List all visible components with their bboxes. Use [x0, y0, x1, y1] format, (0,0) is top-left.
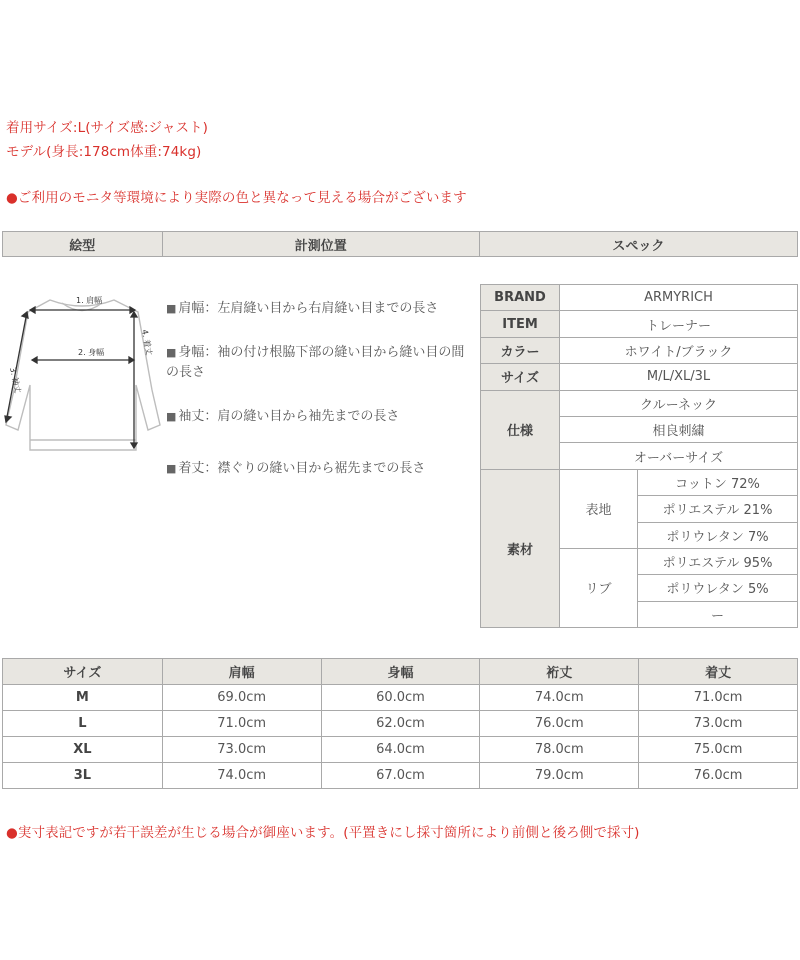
- spec-table: [480, 284, 798, 628]
- desc-sleeve-text: 袖丈：肩の縫い目から袖先までの長さ: [178, 409, 400, 424]
- size-cell: 71.0cm: [162, 711, 321, 737]
- spec-key-color: カラー: [481, 337, 560, 363]
- garment-diagram: [2, 290, 162, 465]
- table-row: [3, 737, 798, 763]
- model-note: モデル(身長:178cm体重:74kg): [6, 144, 202, 160]
- sweatshirt-illustration: [2, 290, 162, 465]
- size-cell: 71.0cm: [639, 685, 798, 711]
- bullet-square: ■: [166, 346, 177, 359]
- bullet-square: ■: [166, 410, 177, 423]
- diagram-label-body: 2. 身幅: [78, 348, 105, 357]
- size-cell: 60.0cm: [321, 685, 480, 711]
- desc-shoulder: [166, 299, 471, 319]
- spec-key-item: ITEM: [481, 311, 560, 337]
- spec-material-outer-item: コットン 72%: [638, 469, 798, 495]
- size-cell: 64.0cm: [321, 737, 480, 763]
- spec-key-size: サイズ: [481, 364, 560, 390]
- spec-material-outer-item: ポリエステル 21%: [638, 496, 798, 522]
- spec-val-feature: 相良刺繍: [560, 416, 798, 442]
- spec-material-rib-item: ポリエステル 95%: [638, 548, 798, 574]
- table-row: [3, 685, 798, 711]
- header-measurement: 計測位置: [163, 232, 480, 256]
- spec-key-brand: BRAND: [481, 285, 560, 311]
- size-row-label: L: [3, 711, 163, 737]
- size-cell: 76.0cm: [639, 763, 798, 789]
- size-cell: 75.0cm: [639, 737, 798, 763]
- desc-sleeve: [166, 407, 471, 427]
- size-cell: 73.0cm: [162, 737, 321, 763]
- spec-val-size: M/L/XL/3L: [560, 364, 798, 390]
- spec-material-rib-item: ー: [638, 601, 798, 627]
- size-cell: 74.0cm: [162, 763, 321, 789]
- size-table: [2, 658, 798, 789]
- size-cell: 76.0cm: [480, 711, 639, 737]
- size-row-label: XL: [3, 737, 163, 763]
- size-row-label: M: [3, 685, 163, 711]
- spec-key-features: 仕様: [481, 390, 560, 469]
- size-cell: 78.0cm: [480, 737, 639, 763]
- size-header-size: サイズ: [3, 659, 163, 685]
- size-cell: 62.0cm: [321, 711, 480, 737]
- diagram-label-shoulder: 1. 肩幅: [76, 296, 103, 305]
- table-row: [3, 763, 798, 789]
- size-cell: 79.0cm: [480, 763, 639, 789]
- size-cell: 74.0cm: [480, 685, 639, 711]
- section-header: [2, 231, 798, 257]
- size-table-header: [3, 659, 798, 685]
- spec-key-material: 素材: [481, 469, 560, 627]
- size-header-shoulder: 肩幅: [162, 659, 321, 685]
- diagram-label-length: 4. 着丈: [140, 328, 154, 357]
- spec-val-feature: オーバーサイズ: [560, 443, 798, 469]
- spec-val-item: トレーナー: [560, 311, 798, 337]
- spec-val-brand: ARMYRICH: [560, 285, 798, 311]
- header-spec: スペック: [612, 238, 665, 254]
- desc-body-width-text: 身幅：袖の付け根脇下部の縫い目から縫い目の間の長さ: [166, 345, 465, 380]
- bullet-square: ■: [166, 462, 177, 475]
- desc-length-text: 着丈：襟ぐりの縫い目から裾先までの長さ: [178, 461, 426, 476]
- spec-material-outer-item: ポリウレタン 7%: [638, 522, 798, 548]
- desc-length: [166, 459, 471, 479]
- header-illustration: 絵型: [3, 232, 163, 256]
- spec-material-rib-label: リブ: [560, 548, 638, 627]
- size-row-label: 3L: [3, 763, 163, 789]
- size-header-yuki: 裄丈: [480, 659, 639, 685]
- color-warning-note: ●ご利用のモニタ等環境により実際の色と異なって見える場合がございます: [6, 190, 467, 206]
- size-cell: 73.0cm: [639, 711, 798, 737]
- diagram-label-sleeve: 3. 袖丈: [8, 366, 23, 395]
- table-row: [3, 711, 798, 737]
- wear-size-note: 着用サイズ:L(サイズ感:ジャスト): [6, 120, 209, 136]
- measure-warning-note: ●実寸表記ですが若干誤差が生じる場合が御座います。(平置きにし採寸箇所により前側と後ろ側で採寸): [6, 825, 640, 841]
- spec-material-rib-item: ポリウレタン 5%: [638, 575, 798, 601]
- desc-body-width: [166, 343, 471, 383]
- size-cell: 67.0cm: [321, 763, 480, 789]
- bullet-square: ■: [166, 302, 177, 315]
- desc-shoulder-text: 肩幅：左肩縫い目から右肩縫い目までの長さ: [178, 301, 439, 316]
- size-header-body: 身幅: [321, 659, 480, 685]
- spec-material-outer-label: 表地: [560, 469, 638, 548]
- spec-val-color: ホワイト/ブラック: [560, 337, 798, 363]
- spec-val-feature: クルーネック: [560, 390, 798, 416]
- size-cell: 69.0cm: [162, 685, 321, 711]
- size-header-length: 着丈: [639, 659, 798, 685]
